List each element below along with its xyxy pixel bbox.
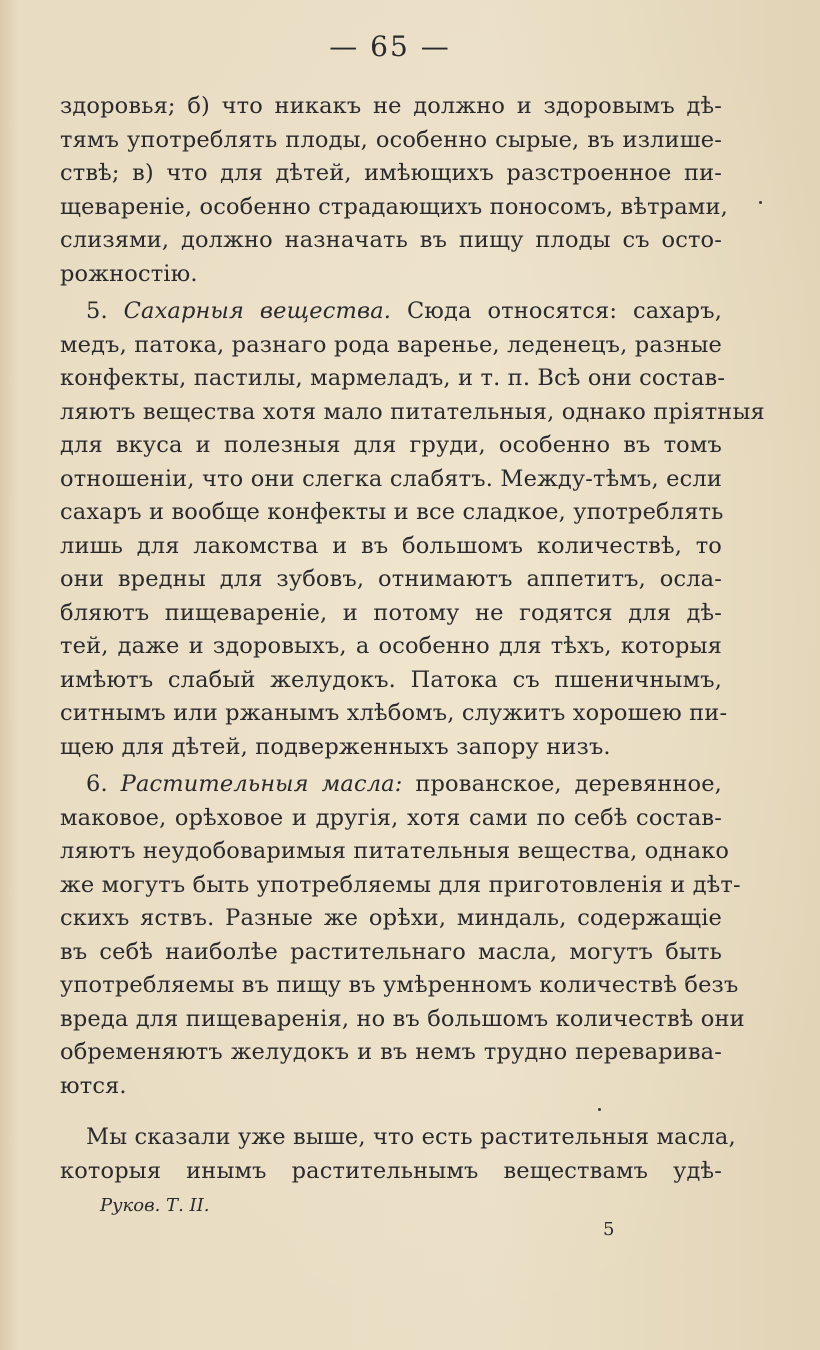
text-line: сахаръ и вообще конфекты и все сладкое, употреблять (60, 499, 724, 525)
text-line: маковое, орѣховое и другія, хотя сами по себѣ состав- (60, 804, 722, 831)
text-line: ситнымъ или ржанымъ хлѣбомъ, служитъ хорошею пи- (60, 700, 728, 726)
section-heading: Растительныя масла: (120, 771, 403, 797)
text-line: ются. (60, 1072, 127, 1099)
text-line: ляютъ неудобоваримыя питательныя вещества, однако (60, 838, 730, 864)
text-line: тямъ употреблять плоды, особенно сырые, въ излише- (60, 126, 722, 153)
text-line: слизями, должно назначать въ пищу плоды съ осто- (60, 227, 722, 253)
section-heading: Сахарныя вещества. (123, 298, 392, 324)
section-5-first-line (86, 300, 722, 323)
text-line: они вредны для зубовъ, отнимаютъ аппетитъ, осла- (60, 566, 722, 592)
text-line: скихъ яствъ. Разные же орѣхи, миндаль, содержащіе (60, 905, 722, 931)
text-line: рожностію. (60, 260, 198, 287)
text-line: обременяютъ желудокъ и въ немъ трудно переварива- (60, 1039, 722, 1065)
text-line: лишь для лакомства и въ большомъ количествѣ, то (60, 532, 722, 559)
text-line: щевареніе, особенно страдающихъ поносомъ, вѣтрами, (60, 193, 728, 220)
sheet-number: 5 (603, 1219, 615, 1240)
text-line: употребляемы въ пищу въ умѣренномъ количествѣ безъ (60, 972, 739, 998)
text-line: ляютъ вещества хотя мало питательныя, однако пріятныя (60, 398, 765, 425)
page-number: — 65 — (329, 30, 451, 63)
text-line: имѣютъ слабый желудокъ. Патока съ пшеничнымъ, (60, 666, 722, 693)
text-line: въ себѣ наиболѣе растительнаго масла, могутъ быть (60, 938, 722, 965)
text-line: вреда для пищеваренія, но въ большомъ количествѣ они (60, 1005, 745, 1032)
print-speck (759, 201, 762, 204)
text-run: прованское, деревянное, (415, 771, 722, 797)
text-line: тей, даже и здоровыхъ, а особенно для тѣхъ, которыя (60, 633, 722, 659)
text-line: Мы сказали уже выше, что есть растительныя масла, (86, 1124, 736, 1150)
book-signature: Руков. Т. II. (100, 1195, 210, 1216)
text-line: щею для дѣтей, подверженныхъ запору низъ. (60, 733, 611, 760)
text-line: же могутъ быть употребляемы для приготовленія и дѣт- (60, 871, 741, 898)
section-number: 5. (86, 298, 108, 324)
text-line: бляютъ пищевареніе, и потому не годятся для дѣ- (60, 599, 722, 626)
text-line: здоровья; б) что никакъ не должно и здоровымъ дѣ- (60, 93, 722, 119)
text-run: Сюда относятся: сахаръ, (406, 298, 722, 324)
text-line: ствѣ; в) что для дѣтей, имѣющихъ разстроенное пи- (60, 160, 722, 186)
section-6-first-line (86, 773, 722, 796)
text-line: отношеніи, что они слегка слабятъ. Между-тѣмъ, если (60, 465, 722, 492)
text-line: медъ, патока, разнаго рода варенье, леденецъ, разные (60, 331, 722, 358)
text-line: которыя инымъ растительнымъ веществамъ удѣ- (60, 1157, 722, 1184)
text-line: конфекты, пастилы, мармеладъ, и т. п. Всѣ они состав- (60, 365, 726, 391)
section-number: 6. (86, 771, 108, 797)
text-line: для вкуса и полезныя для груди, особенно въ томъ (60, 432, 722, 458)
print-speck (598, 1108, 601, 1111)
